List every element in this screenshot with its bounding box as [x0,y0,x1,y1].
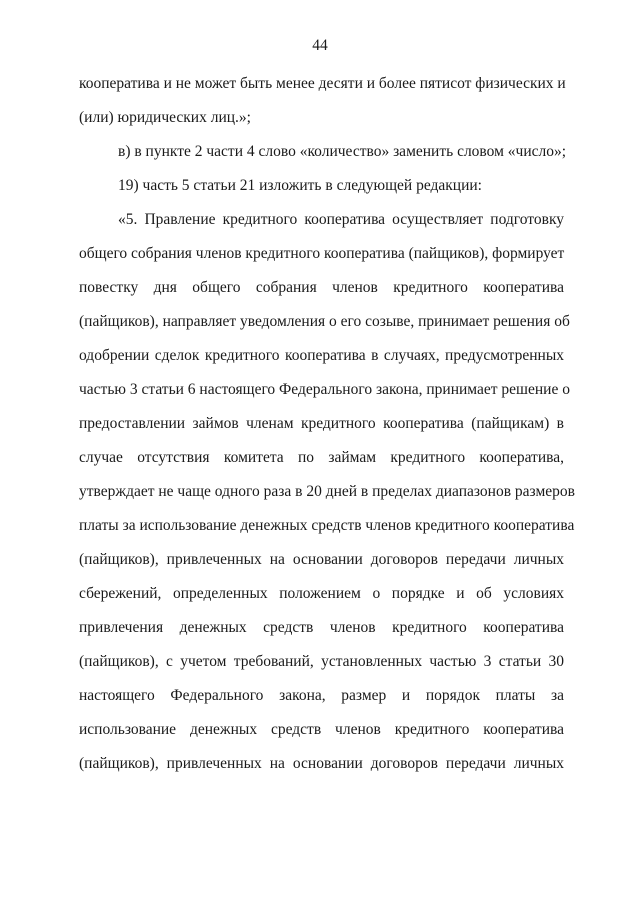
text-line: предоставлении займов членам кредитного кооператива (пайщикам) в [79,415,564,432]
text-line: одобрении сделок кредитного кооператива в случаях, предусмотренных [79,347,564,364]
text-line: использование денежных средств членов кредитного кооператива [79,721,564,738]
text-line: утверждает не чаще одного раза в 20 дней в пределах диапазонов размеров [79,483,575,500]
text-line: «5. Правление кредитного кооператива осуществляет подготовку [118,211,564,228]
text-line: (пайщиков), направляет уведомления о его созыве, принимает решения об [79,313,570,330]
text-line: кооператива и не может быть менее десяти и более пятисот физических и [79,75,566,92]
text-line: платы за использование денежных средств членов кредитного кооператива [79,517,575,534]
text-line: в) в пункте 2 части 4 слово «количество» заменить словом «число»; [118,143,567,160]
text-line: настоящего Федерального закона, размер и порядок платы за [79,687,564,704]
text-line: сбережений, определенных положением о порядке и об условиях [79,585,564,602]
text-line: (пайщиков), с учетом требований, установленных частью 3 статьи 30 [79,653,564,670]
text-line: повестку дня общего собрания членов кредитного кооператива [79,279,564,296]
text-line: (пайщиков), привлеченных на основании договоров передачи личных [79,755,564,772]
page-number: 44 [312,37,328,54]
text-line: случае отсутствия комитета по займам кредитного кооператива, [79,449,564,466]
text-line: 19) часть 5 статьи 21 изложить в следующей редакции: [118,177,482,194]
text-line: (или) юридических лиц.»; [79,109,251,126]
text-line: (пайщиков), привлеченных на основании договоров передачи личных [79,551,564,568]
text-line: частью 3 статьи 6 настоящего Федерального закона, принимает решение о [79,381,570,398]
text-line: привлечения денежных средств членов кредитного кооператива [79,619,564,636]
text-line: общего собрания членов кредитного кооператива (пайщиков), формирует [79,245,565,262]
